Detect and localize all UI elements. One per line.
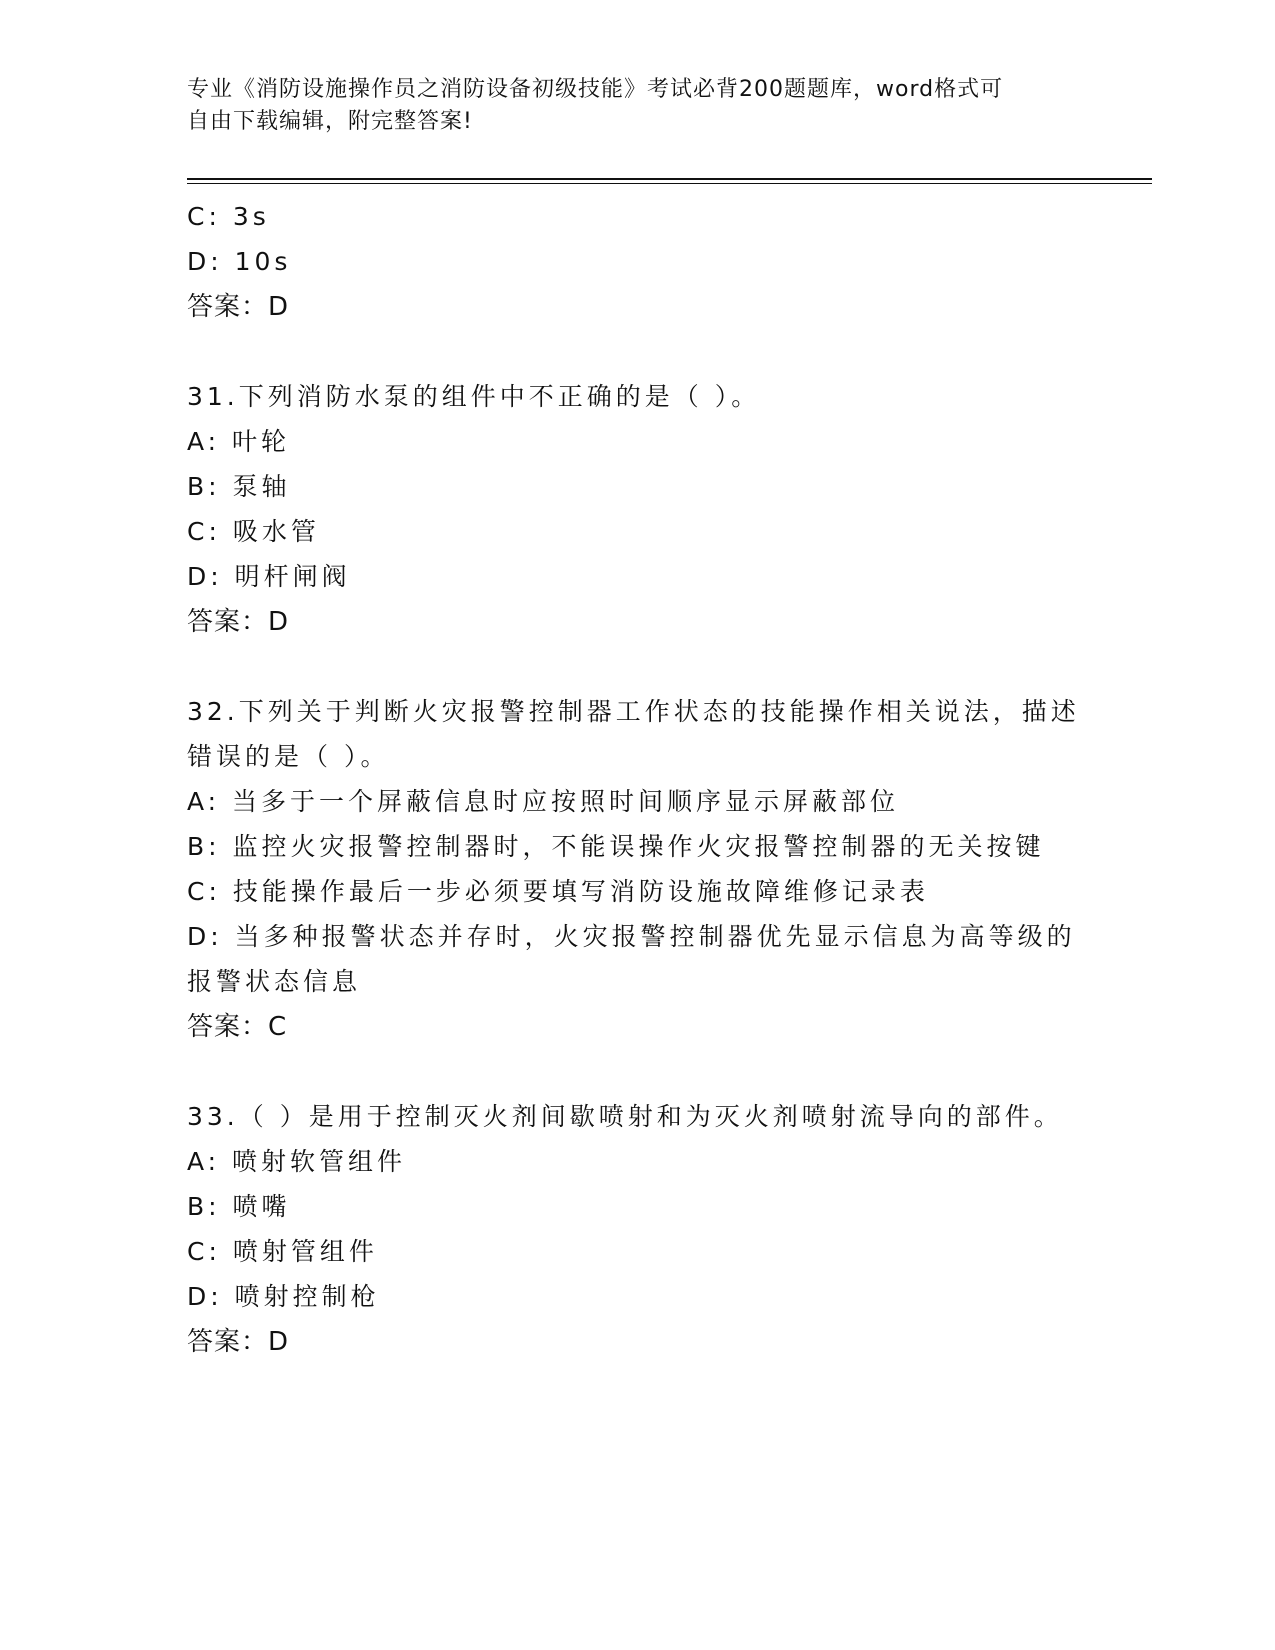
option-c: C: 喷射管组件 <box>187 1237 378 1266</box>
option-d: D: 10s <box>187 247 292 276</box>
header-rule-thick <box>187 178 1152 180</box>
option-d: D: 明杆闸阀 <box>187 562 351 591</box>
question-block-30 <box>187 194 1087 330</box>
question-stem: 31.下列消防水泵的组件中不正确的是（ ）。 <box>187 382 761 411</box>
option-b: B: 泵轴 <box>187 472 291 501</box>
page-header <box>187 74 1067 138</box>
option-a: A: 喷射软管组件 <box>187 1147 407 1176</box>
option-a: A: 叶轮 <box>187 427 291 456</box>
answer-label: 答案：D <box>187 607 290 637</box>
option-c: C: 吸水管 <box>187 517 320 546</box>
spacer <box>187 645 1087 689</box>
header-rule-thin <box>187 183 1152 184</box>
question-block-32 <box>187 689 1087 1050</box>
header-title-line-1: 专业《消防设施操作员之消防设备初级技能》考试必背200题题库，word格式可 <box>187 77 1004 102</box>
option-d: D: 喷射控制枪 <box>187 1282 380 1311</box>
spacer <box>187 1050 1087 1094</box>
option-b: B: 喷嘴 <box>187 1192 291 1221</box>
question-list <box>187 194 1087 1365</box>
answer-label: 答案：D <box>187 292 290 322</box>
option-c: C: 3s <box>187 202 270 231</box>
question-stem-line-1: 32.下列关于判断火灾报警控制器工作状态的技能操作相关说法，描述 <box>187 697 1080 726</box>
answer-label: 答案：D <box>187 1327 290 1357</box>
question-block-33 <box>187 1094 1087 1365</box>
option-d-line-1: D: 当多种报警状态并存时，火灾报警控制器优先显示信息为高等级的 <box>187 922 1076 951</box>
question-stem: 33.（ ）是用于控制灭火剂间歇喷射和为灭火剂喷射流导向的部件。 <box>187 1102 1063 1131</box>
header-title-line-2: 自由下载编辑，附完整答案! <box>187 109 473 134</box>
option-b: B: 监控火灾报警控制器时，不能误操作火灾报警控制器的无关按键 <box>187 832 1045 861</box>
option-a: A: 当多于一个屏蔽信息时应按照时间顺序显示屏蔽部位 <box>187 787 900 816</box>
spacer <box>187 330 1087 374</box>
question-block-31 <box>187 374 1087 645</box>
option-d-line-2: 报警状态信息 <box>187 967 362 996</box>
option-c: C: 技能操作最后一步必须要填写消防设施故障维修记录表 <box>187 877 929 906</box>
question-stem-line-2: 错误的是（ ）。 <box>187 742 390 771</box>
answer-label: 答案：C <box>187 1012 288 1042</box>
